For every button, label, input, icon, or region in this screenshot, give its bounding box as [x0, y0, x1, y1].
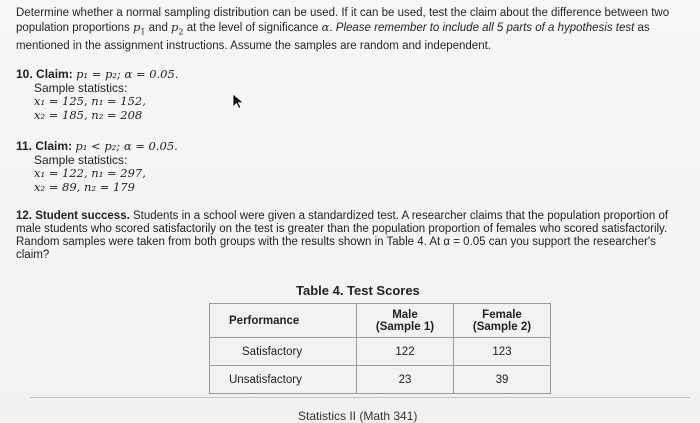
problem-10-stats-label: Sample statistics:	[34, 80, 128, 95]
p1-symbol: $p_1$	[133, 20, 146, 37]
problem-12-title: Student success.	[35, 210, 130, 222]
header-male-line-1: Male	[392, 308, 418, 321]
alpha-symbol: α	[321, 20, 330, 34]
problem-10-number: 10.	[16, 67, 33, 81]
header-performance: Performance	[210, 304, 357, 338]
table-row	[210, 338, 551, 366]
test-scores-table	[209, 303, 551, 394]
header-male	[357, 304, 454, 338]
instructions-italic: Please remember to include all 5 parts of a hypothesis test	[335, 22, 635, 34]
problem-11-claim: p₁ < p₂; α = 0.05.	[75, 139, 178, 153]
row-female-value: 39	[454, 366, 551, 394]
problem-12	[16, 210, 692, 262]
problem-12-text: Students in a school were given a standardized test. A researcher claims that the population proportion of male students who scored satisfactorily on the test is greater than the population proportion of females who scored satisfactorily. Random samples were taken from both groups with the results shown in Table 4. At α = 0.05 can you support the researcher's claim?	[16, 210, 669, 261]
problem-10-claim-label: Claim:	[36, 67, 73, 81]
problem-11-claim-label: Claim:	[35, 139, 73, 153]
problem-10-stats-line-2: x₂ = 185, n₂ = 208	[34, 107, 143, 122]
instructions-text-1: Determine whether a normal sampling distribution can be used. If it can be used, test the claim about the difference between two population proportions	[16, 7, 670, 34]
table-row	[210, 366, 551, 394]
problem-11-stats-line-1: x₁ = 122, n₁ = 297,	[34, 166, 146, 180]
table-header-row	[210, 304, 551, 338]
row-label: Unsatisfactory	[210, 366, 357, 394]
mouse-cursor-icon	[232, 93, 246, 109]
row-female-value: 123	[454, 338, 551, 366]
and-text: and	[145, 22, 172, 34]
instructions-text-3: as mentioned in the assignment instructions. Assume the samples are random and independent.	[16, 22, 650, 53]
page-footer: Statistics II (Math 341)	[298, 409, 418, 423]
header-female-line-1: Female	[482, 308, 522, 321]
problem-10-claim: p₁ = p₂; α = 0.05.	[76, 67, 179, 81]
period-text: .	[329, 22, 336, 34]
row-male-value: 23	[357, 366, 454, 394]
row-label: Satisfactory	[210, 338, 357, 366]
problem-10	[16, 68, 178, 122]
problem-11-number: 11.	[16, 139, 33, 153]
problem-11-stats-label: Sample statistics:	[34, 152, 128, 167]
header-male-line-2: (Sample 1)	[375, 320, 435, 333]
header-female	[454, 304, 551, 338]
problem-10-stats-line-1: x₁ = 125, n₁ = 152,	[34, 94, 146, 108]
row-male-value: 122	[357, 338, 454, 366]
problem-11-stats-line-2: x₂ = 89, n₂ = 179	[34, 179, 135, 194]
instructions-text-2: at the level of significance	[183, 22, 322, 34]
p2-symbol: $p_2$	[171, 20, 184, 37]
header-female-line-2: (Sample 2)	[472, 320, 532, 333]
problem-12-number: 12.	[16, 210, 32, 222]
instructions-paragraph	[16, 6, 692, 53]
footer-divider	[30, 397, 690, 398]
table-title: Table 4. Test Scores	[296, 283, 420, 298]
problem-11	[16, 140, 178, 194]
